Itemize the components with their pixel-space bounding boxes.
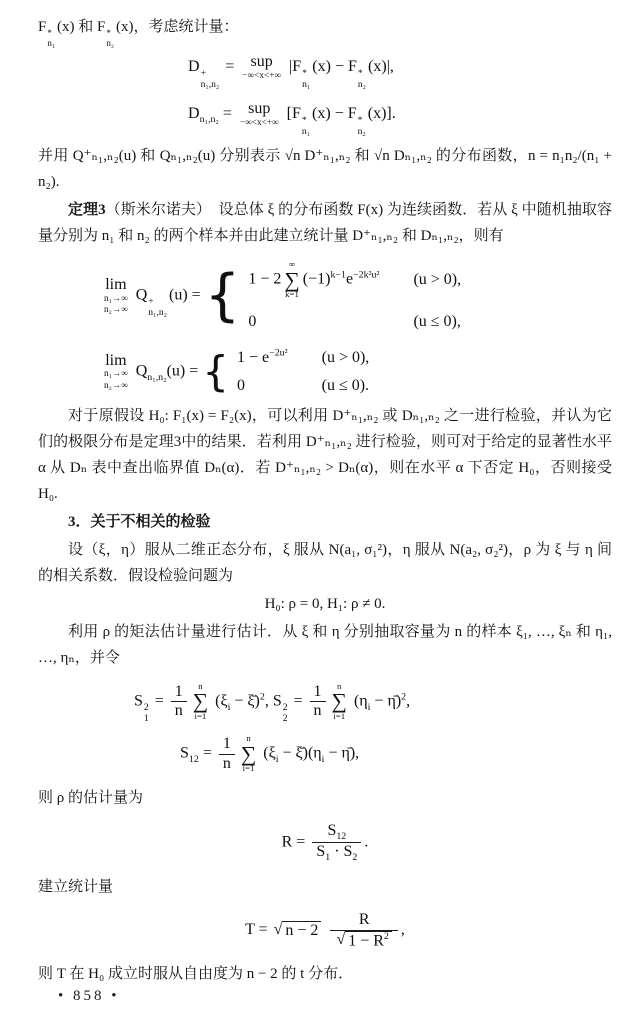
theorem3-text: （斯米尔诺夫） 设总体 ξ 的分布函数 F(x) 为连续函数．若从 ξ 中随机抽取容量分别为 n₁ 和 n₂ 的两个样本并由此建立统计量 D⁺ₙ₁,ₙ₂ 和 Dₙ₁,ₙ₂，则有 bbox=[38, 201, 612, 244]
paragraph-distribution-functions: 并用 Q⁺ₙ₁,ₙ₂(u) 和 Qₙ₁,ₙ₂(u) 分别表示 √n D⁺ₙ₁,ₙ₂ 和 √n Dₙ₁,ₙ₂ 的分布函数，n = n₁n₂/(n₁ + n₂). bbox=[38, 147, 612, 190]
paragraph-build-statistic: 建立统计量 bbox=[38, 879, 114, 896]
formula-d-definition: $D_{n_1,n_2}$ = sup −∞<x<+∞ [F * n₁ (x) − F * n₂ (x)]. bbox=[188, 100, 396, 137]
paragraph-moment-estimation: 利用 ρ 的矩法估计量进行估计．从 ξ 和 η 分别抽取容量为 n 的样本 ξ₁, …, ξₙ 和 η₁, …, ηₙ，并令 bbox=[38, 623, 612, 666]
formula-sample-variances: S 2 1 = $\frac{1}{n}$ n ∑ i=1 ($\xi_i$ − ξ̄)$^2$, S 2 2 = $\frac{1}{n}$ n ∑ i=1 ($\eta_i$ − η̄)$^2$, bbox=[134, 680, 411, 725]
hypotheses-line: H₀: ρ = 0, H₁: ρ ≠ 0. bbox=[264, 595, 386, 612]
paragraph-bivariate-normal-setup: 设（ξ，η）服从二维正态分布，ξ 服从 N(a₁, σ₁²)，η 服从 N(a₂, σ₂²)，ρ 为 ξ 与 η 间的相关系数．假设检验问题为 bbox=[38, 541, 612, 584]
formula-t-statistic: T = √ n − 2 R √ $1 - R^2$ , bbox=[245, 911, 405, 950]
formula-sample-covariance: $S_{12}$ = $\frac{1}{n}$ n ∑ i=1 ($\xi_i$ − $\xī)(\eta_i$ − η̄), bbox=[180, 733, 360, 774]
formula-limit-q: lim n₁→∞ n₂→∞ $Q_{n_1,n_2}(u)$ = { $1 - e^{-2u^2}$ (u > 0), 0 (u ≤ 0). bbox=[104, 346, 370, 396]
paragraph-conclusion: 则 T 在 H₀ 成立时服从自由度为 n − 2 的 t 分布． bbox=[38, 966, 354, 983]
paragraph-test-procedure: 对于原假设 H₀: F₁(x) = F₂(x)，可以利用 D⁺ₙ₁,ₙ₂ 或 Dₙ₁,ₙ₂ 之一进行检验，并认为它们的极限分布是定理3中的结果．若利用 D⁺ₙ₁,ₙ₂ 进行检验，则可对于给定的显著性水平 α 从 Dₙ 表中查出临界值 Dₙ(α)．若 D⁺ₙ₁,ₙ₂ > Dₙ(α)，则在水平 α 下否定 H₀，否则接受 H₀. bbox=[38, 407, 612, 502]
paragraph-theorem3 bbox=[38, 197, 612, 249]
formula-r-estimator: R = $\frac{S_{12}}{S_1 \cdot S_2}$ . bbox=[281, 822, 369, 864]
formula-limit-q-plus: lim n₁→∞ n₂→∞ Q + n₁,n₂ (u) = { 1 − 2 ∞ ∑ k=1 $(-1)^{k-1}e^{-2k^2u^2}$ (u > 0), 0 (u ≤ 0), bbox=[104, 258, 462, 330]
theorem3-label: 定理3 bbox=[68, 201, 106, 218]
paragraph-rho-estimator-label: 则 ρ 的估计量为 bbox=[38, 790, 143, 807]
intro-line: F * n₁ (x) 和 F * n₂ (x)，考虑统计量： bbox=[38, 19, 239, 48]
page-number: • 858 • bbox=[58, 988, 120, 1005]
section-3-heading: 3．关于不相关的检验 bbox=[68, 513, 211, 530]
formula-d-plus-definition: D + n₁,n₂ = sup −∞<x<+∞ |F * n₁ (x) − F * n₂ (x)|, bbox=[188, 53, 394, 91]
